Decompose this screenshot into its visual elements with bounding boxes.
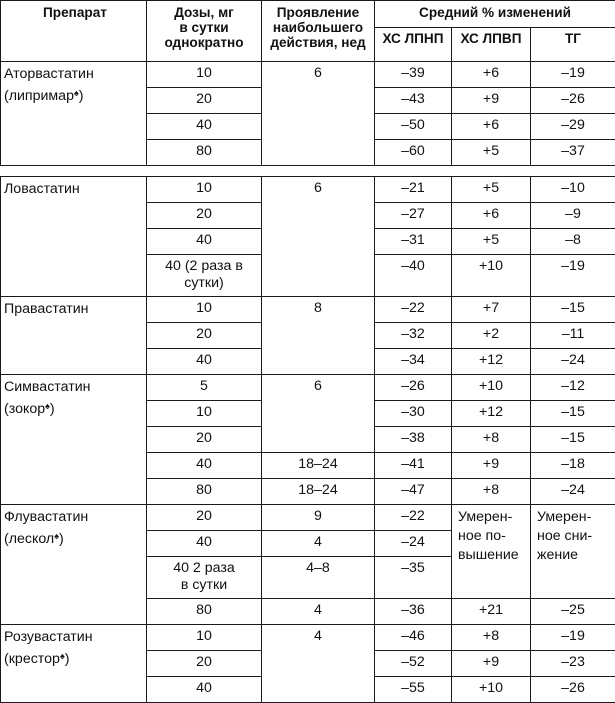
tg-change-value: –12 — [561, 378, 585, 394]
peak-effect-value: 6 — [314, 378, 322, 394]
dose-value: 40 (2 раза в сутки) — [165, 258, 243, 291]
hdl-change-cell — [452, 255, 531, 297]
tg-change-cell — [531, 427, 615, 453]
dose-cell — [147, 401, 262, 427]
dose-value: 20 — [196, 91, 212, 107]
registered-mark-icon: ♠ — [45, 401, 50, 411]
peak-effect-value: 6 — [314, 65, 322, 81]
tg-change-value: –19 — [561, 258, 585, 274]
ldl-change-value: –32 — [401, 326, 425, 342]
ldl-change-cell — [375, 255, 452, 297]
dose-value: 20 — [196, 430, 212, 446]
table-row — [1, 375, 615, 401]
ldl-change-cell — [375, 375, 452, 401]
dose-cell — [147, 323, 262, 349]
tg-change-cell — [531, 375, 615, 401]
tg-change-cell — [531, 677, 615, 703]
tg-change-cell — [531, 505, 615, 599]
hdl-change-cell — [452, 625, 531, 651]
peak-effect-value: 18–24 — [298, 456, 337, 472]
hdl-change-cell — [452, 453, 531, 479]
tg-change-cell — [531, 453, 615, 479]
dose-cell — [147, 651, 262, 677]
tg-change-cell — [531, 88, 615, 114]
peak-effect-cell — [262, 62, 375, 166]
drug-name-tail: ) — [50, 401, 55, 417]
tg-change-value: –37 — [561, 143, 585, 159]
dose-cell — [147, 255, 262, 297]
table-row — [1, 505, 615, 531]
hdl-change-value: +8 — [483, 482, 499, 498]
dose-value: 20 — [196, 508, 212, 524]
tg-change-cell — [531, 255, 615, 297]
ldl-change-value: –52 — [401, 654, 425, 670]
hdl-change-cell — [452, 505, 531, 599]
registered-mark-icon: ♠ — [74, 88, 79, 98]
ldl-change-value: –60 — [401, 143, 425, 159]
dose-value: 10 — [196, 300, 212, 316]
dose-cell — [147, 177, 262, 203]
tg-change-value: –29 — [561, 117, 585, 133]
hdl-change-value: +5 — [483, 143, 499, 159]
tg-change-cell — [531, 651, 615, 677]
hdl-change-value: +6 — [483, 206, 499, 222]
tg-change-cell — [531, 349, 615, 375]
ldl-change-cell — [375, 531, 452, 557]
ldl-change-value: –21 — [401, 180, 425, 196]
dose-cell — [147, 531, 262, 557]
hdl-change-cell — [452, 375, 531, 401]
drug-name: Правастатин — [4, 301, 89, 317]
tg-change-value: –24 — [561, 352, 585, 368]
drug-name-tail: ) — [65, 651, 70, 667]
separator-cell — [531, 166, 615, 177]
ldl-change-cell — [375, 140, 452, 166]
hdl-change-cell — [452, 599, 531, 625]
dose-value: 40 — [196, 117, 212, 133]
hdl-change-value: +5 — [483, 232, 499, 248]
hdl-change-cell — [452, 401, 531, 427]
drug-name-cell — [1, 62, 147, 166]
tg-change-value: –8 — [565, 232, 581, 248]
hdl-change-cell — [452, 62, 531, 88]
ldl-change-cell — [375, 88, 452, 114]
tg-change-cell — [531, 140, 615, 166]
hdl-change-cell — [452, 88, 531, 114]
tg-change-value: –19 — [561, 628, 585, 644]
hdl-change-value: +10 — [479, 258, 503, 274]
dose-value: 40 — [196, 352, 212, 368]
ldl-change-value: –22 — [401, 508, 425, 524]
ldl-change-value: –46 — [401, 628, 425, 644]
hdl-change-cell — [452, 229, 531, 255]
peak-effect-cell — [262, 625, 375, 703]
dose-value: 10 — [196, 180, 212, 196]
dose-cell — [147, 375, 262, 401]
tg-change-value: –18 — [561, 456, 585, 472]
header-peak-effect: Проявление наибольшего действия, нед — [262, 1, 375, 62]
peak-effect-value: 9 — [314, 508, 322, 524]
drug-name: Флувастатин (лескол — [4, 509, 88, 547]
dose-cell — [147, 427, 262, 453]
peak-effect-value: 4 — [314, 628, 322, 644]
drug-name-tail: ) — [59, 531, 64, 547]
hdl-change-note: Умерен- ное по- вышение — [458, 509, 519, 563]
ldl-change-value: –36 — [401, 602, 425, 618]
ldl-change-value: –55 — [401, 680, 425, 696]
ldl-change-value: –30 — [401, 404, 425, 420]
dose-value: 20 — [196, 206, 212, 222]
table-row — [1, 297, 615, 323]
tg-change-cell — [531, 479, 615, 505]
ldl-change-cell — [375, 453, 452, 479]
dose-cell — [147, 479, 262, 505]
tg-change-value: –10 — [561, 180, 585, 196]
hdl-change-cell — [452, 349, 531, 375]
drug-name: Розувастатин (крестор — [4, 629, 93, 667]
peak-effect-value: 6 — [314, 180, 322, 196]
separator-cell — [1, 166, 147, 177]
hdl-change-cell — [452, 203, 531, 229]
peak-effect-value: 18–24 — [298, 482, 337, 498]
peak-effect-cell — [262, 177, 375, 297]
ldl-change-cell — [375, 297, 452, 323]
hdl-change-cell — [452, 297, 531, 323]
dose-cell — [147, 557, 262, 599]
peak-effect-cell — [262, 505, 375, 531]
registered-mark-icon: ♠ — [60, 651, 65, 661]
drug-name-cell — [1, 297, 147, 375]
peak-effect-cell — [262, 479, 375, 505]
hdl-change-cell — [452, 140, 531, 166]
ldl-change-cell — [375, 177, 452, 203]
peak-effect-cell — [262, 599, 375, 625]
dose-cell — [147, 297, 262, 323]
hdl-change-value: +21 — [479, 602, 503, 618]
tg-change-value: –15 — [561, 430, 585, 446]
tg-change-cell — [531, 599, 615, 625]
dose-value: 40 2 раза в сутки — [173, 560, 235, 593]
ldl-change-value: –31 — [401, 232, 425, 248]
ldl-change-value: –50 — [401, 117, 425, 133]
dose-value: 80 — [196, 602, 212, 618]
peak-effect-value: 4–8 — [306, 560, 330, 576]
hdl-change-value: +9 — [483, 456, 499, 472]
hdl-change-cell — [452, 323, 531, 349]
dose-cell — [147, 505, 262, 531]
drug-name-cell — [1, 375, 147, 505]
tg-change-value: –9 — [565, 206, 581, 222]
dose-value: 10 — [196, 404, 212, 420]
ldl-change-cell — [375, 323, 452, 349]
peak-effect-cell — [262, 557, 375, 599]
dose-cell — [147, 203, 262, 229]
header-ldl: ХС ЛПНП — [375, 28, 452, 62]
tg-change-cell — [531, 401, 615, 427]
hdl-change-value: +9 — [483, 91, 499, 107]
ldl-change-value: –38 — [401, 430, 425, 446]
header-tg: ТГ — [531, 28, 615, 62]
ldl-change-cell — [375, 505, 452, 531]
ldl-change-cell — [375, 427, 452, 453]
hdl-change-value: +12 — [479, 404, 503, 420]
tg-change-cell — [531, 297, 615, 323]
ldl-change-cell — [375, 599, 452, 625]
header-mean-change: Средний % изменений — [375, 1, 615, 28]
ldl-change-value: –41 — [401, 456, 425, 472]
ldl-change-cell — [375, 479, 452, 505]
header-hdl: ХС ЛПВП — [452, 28, 531, 62]
peak-effect-value: 8 — [314, 300, 322, 316]
drug-name-cell — [1, 625, 147, 703]
ldl-change-value: –27 — [401, 206, 425, 222]
dose-value: 10 — [196, 628, 212, 644]
tg-change-value: –25 — [561, 602, 585, 618]
tg-change-cell — [531, 114, 615, 140]
drug-name-cell — [1, 505, 147, 625]
peak-effect-value: 4 — [314, 602, 322, 618]
tg-change-value: –26 — [561, 91, 585, 107]
drug-name-tail: ) — [79, 88, 84, 104]
dose-cell — [147, 88, 262, 114]
header-dose: Дозы, мг в сутки однократно — [147, 1, 262, 62]
separator-cell — [375, 166, 452, 177]
tg-change-cell — [531, 229, 615, 255]
dose-value: 40 — [196, 534, 212, 550]
hdl-change-cell — [452, 677, 531, 703]
group-separator — [1, 166, 615, 177]
tg-change-value: –26 — [561, 680, 585, 696]
dose-value: 40 — [196, 456, 212, 472]
peak-effect-cell — [262, 453, 375, 479]
tg-change-note: Умерен- ное сни- жение — [537, 509, 592, 563]
table-row — [1, 625, 615, 651]
hdl-change-value: +10 — [479, 680, 503, 696]
tg-change-value: –19 — [561, 65, 585, 81]
hdl-change-cell — [452, 427, 531, 453]
hdl-change-value: +8 — [483, 628, 499, 644]
tg-change-cell — [531, 62, 615, 88]
hdl-change-cell — [452, 177, 531, 203]
ldl-change-value: –22 — [401, 300, 425, 316]
ldl-change-cell — [375, 651, 452, 677]
ldl-change-cell — [375, 677, 452, 703]
hdl-change-value: +6 — [483, 117, 499, 133]
dose-cell — [147, 677, 262, 703]
tg-change-cell — [531, 203, 615, 229]
tg-change-cell — [531, 323, 615, 349]
ldl-change-cell — [375, 203, 452, 229]
hdl-change-value: +7 — [483, 300, 499, 316]
dose-cell — [147, 349, 262, 375]
tg-change-value: –23 — [561, 654, 585, 670]
tg-change-value: –24 — [561, 482, 585, 498]
separator-cell — [147, 166, 262, 177]
table-row — [1, 62, 615, 88]
hdl-change-value: +8 — [483, 430, 499, 446]
ldl-change-cell — [375, 62, 452, 88]
hdl-change-cell — [452, 114, 531, 140]
separator-cell — [452, 166, 531, 177]
dose-value: 80 — [196, 143, 212, 159]
header-drug: Препарат — [1, 1, 147, 62]
tg-change-value: –11 — [562, 326, 585, 342]
peak-effect-value: 4 — [314, 534, 322, 550]
dose-cell — [147, 599, 262, 625]
peak-effect-cell — [262, 297, 375, 375]
dose-value: 10 — [196, 65, 212, 81]
registered-mark-icon: ♠ — [54, 531, 59, 541]
dose-cell — [147, 114, 262, 140]
dose-cell — [147, 62, 262, 88]
dose-value: 5 — [200, 378, 208, 394]
tg-change-cell — [531, 177, 615, 203]
ldl-change-value: –43 — [401, 91, 425, 107]
ldl-change-cell — [375, 625, 452, 651]
ldl-change-value: –34 — [401, 352, 425, 368]
hdl-change-value: +2 — [483, 326, 499, 342]
hdl-change-value: +10 — [479, 378, 503, 394]
drug-name: Ловастатин — [4, 181, 80, 197]
hdl-change-cell — [452, 479, 531, 505]
table-row — [1, 177, 615, 203]
drug-name-cell — [1, 177, 147, 297]
ldl-change-value: –24 — [401, 534, 425, 550]
hdl-change-value: +6 — [483, 65, 499, 81]
hdl-change-value: +12 — [479, 352, 503, 368]
ldl-change-cell — [375, 114, 452, 140]
separator-cell — [262, 166, 375, 177]
hdl-change-value: +5 — [483, 180, 499, 196]
tg-change-cell — [531, 625, 615, 651]
dose-value: 20 — [196, 326, 212, 342]
drug-name: Симвастатин (зокор — [4, 379, 90, 417]
ldl-change-value: –35 — [401, 560, 425, 576]
ldl-change-value: –47 — [401, 482, 425, 498]
dose-value: 40 — [196, 680, 212, 696]
ldl-change-value: –26 — [401, 378, 425, 394]
dose-cell — [147, 140, 262, 166]
peak-effect-cell — [262, 375, 375, 453]
ldl-change-value: –40 — [401, 258, 425, 274]
ldl-change-cell — [375, 401, 452, 427]
dose-cell — [147, 229, 262, 255]
dose-value: 40 — [196, 232, 212, 248]
hdl-change-value: +9 — [483, 654, 499, 670]
tg-change-value: –15 — [561, 300, 585, 316]
ldl-change-cell — [375, 229, 452, 255]
peak-effect-cell — [262, 531, 375, 557]
ldl-change-value: –39 — [401, 65, 425, 81]
ldl-change-cell — [375, 557, 452, 599]
drug-name: Аторвастатин (липримар — [4, 66, 94, 104]
dose-cell — [147, 625, 262, 651]
dose-value: 20 — [196, 654, 212, 670]
ldl-change-cell — [375, 349, 452, 375]
tg-change-value: –15 — [561, 404, 585, 420]
dose-cell — [147, 453, 262, 479]
dose-value: 80 — [196, 482, 212, 498]
hdl-change-cell — [452, 651, 531, 677]
